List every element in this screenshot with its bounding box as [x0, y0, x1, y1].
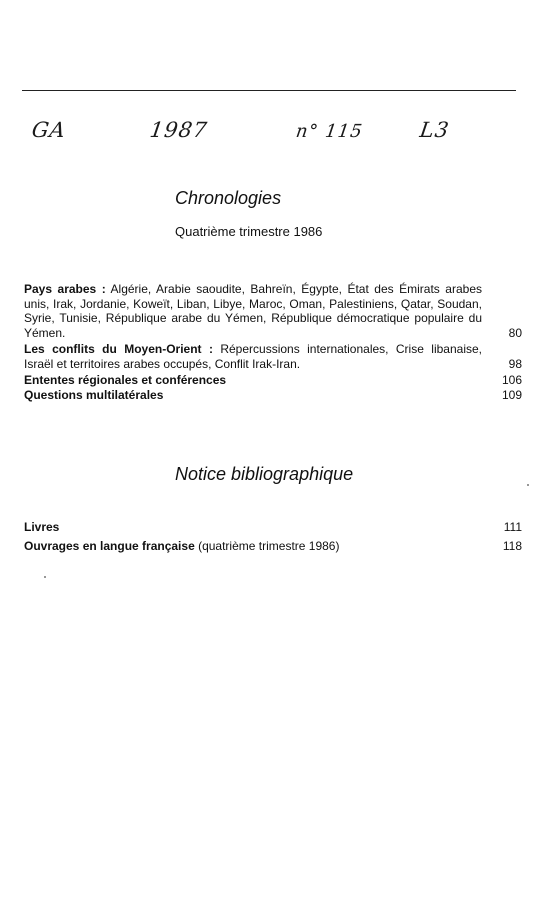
toc-page-number: 118 [502, 538, 522, 553]
toc-notice [24, 520, 522, 557]
toc-chronologies [24, 282, 522, 402]
handwritten-note-ga: GA [30, 118, 68, 142]
toc-entry-text [24, 342, 482, 371]
toc-entry-label: Ouvrages en langue française [24, 538, 195, 553]
toc-entry-pays-arabes [24, 282, 522, 340]
toc-entry-questions [24, 388, 522, 403]
toc-entry-detail: Algérie, Arabie saoudite, Bahreïn, Égypte, État des Émirats arabes unis, Irak, Jordanie, Koweït, Liban, Libye, Maroc, Oman, Palestiniens, Qatar, Soudan, Syrie, Tunisie, République arabe du Yémen, République démocratique populaire du Yémen. [24, 282, 482, 340]
toc-page-number: 80 [508, 325, 522, 340]
toc-entry-label: Questions multilatérales [24, 387, 164, 402]
toc-entry-label: Livres [24, 520, 60, 534]
handwritten-note-l3: L3 [418, 118, 451, 142]
handwritten-note-number: n° 115 [294, 121, 365, 142]
toc-entry-text [24, 539, 482, 554]
toc-entry-text [24, 373, 482, 388]
toc-entry-detail: (quatrième trimestre 1986) [194, 538, 340, 553]
toc-entry-text [24, 388, 482, 403]
toc-entry-label: Les conflits du Moyen-Orient : [24, 342, 213, 356]
toc-entry-label: Pays arabes : [24, 282, 106, 296]
toc-entry-text [24, 520, 482, 535]
toc-page-number: 106 [501, 373, 522, 387]
toc-page-number: 111 [503, 520, 522, 534]
toc-entry-livres [24, 520, 522, 535]
top-rule [22, 90, 516, 91]
scan-speck [527, 484, 529, 486]
toc-entry-label: Ententes régionales et conférences [24, 373, 227, 387]
section-title-notice: Notice bibliographique [175, 464, 354, 484]
scan-speck [44, 576, 46, 578]
toc-page-number: 109 [501, 387, 522, 402]
toc-entry-text [24, 282, 482, 340]
toc-entry-detail: Répercussions internationales, Crise libanaise, Israël et territoires arabes occupés, Conflit Irak-Iran. [24, 342, 482, 371]
section-title-chronologies: Chronologies [175, 188, 282, 208]
toc-entry-ouvrages [24, 539, 522, 554]
toc-entry-conflits [24, 342, 522, 371]
handwritten-note-year: 1987 [148, 118, 210, 142]
section-subtitle: Quatrième trimestre 1986 [175, 224, 323, 239]
toc-page-number: 98 [508, 356, 522, 371]
toc-entry-ententes [24, 373, 522, 388]
